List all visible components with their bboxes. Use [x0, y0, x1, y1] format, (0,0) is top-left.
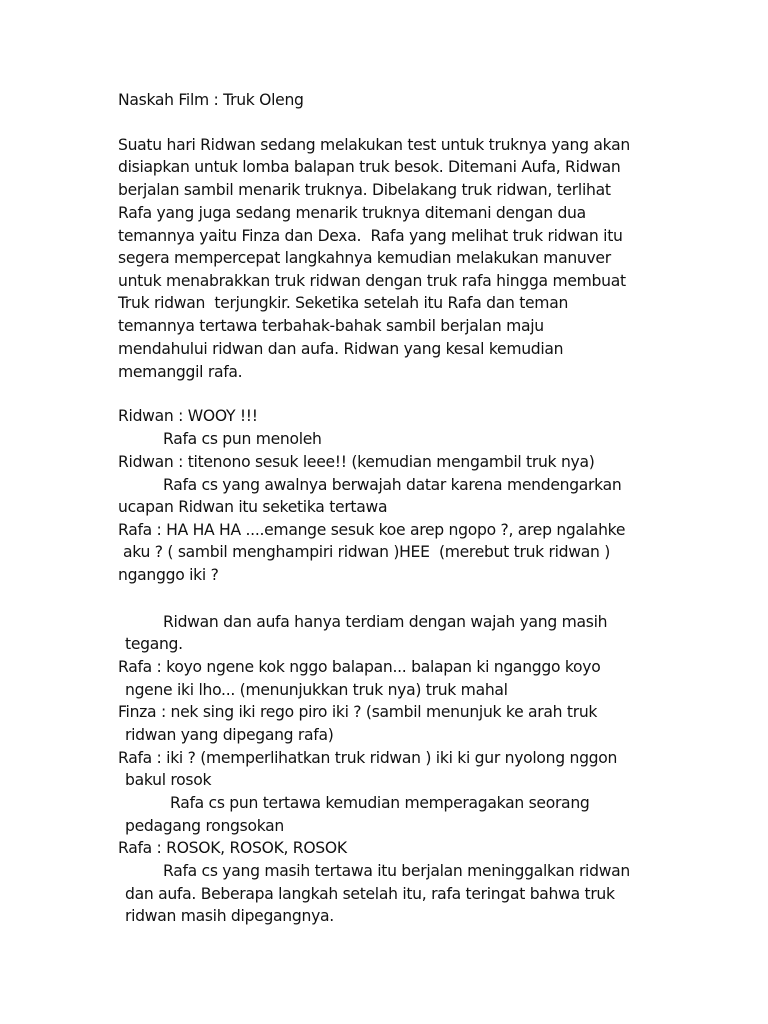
dialogue-line: Rafa : iki ? (memperlihatkan truk ridwan ) iki ki gur nyolong nggon	[118, 749, 618, 767]
paragraph-line: Rafa yang juga sedang menarik truknya ditemani dengan dua	[118, 204, 586, 222]
dialogue-line: Finza : nek sing iki rego piro iki ? (sambil menunjuk ke arah truk	[118, 703, 598, 721]
dialogue-line: Rafa : ROSOK, ROSOK, ROSOK	[118, 839, 347, 857]
document-title: Naskah Film : Truk Oleng	[118, 91, 304, 109]
paragraph-line: temannya yaitu Finza dan Dexa. Rafa yang melihat truk ridwan itu	[118, 227, 623, 245]
dialogue-line: ngene iki lho... (menunjukkan truk nya) truk mahal	[125, 681, 508, 699]
paragraph-line: segera mempercepat langkahnya kemudian melakukan manuver	[118, 249, 611, 267]
paragraph-line: untuk menabrakkan truk ridwan dengan truk rafa hingga membuat	[118, 272, 626, 290]
paragraph-line: mendahului ridwan dan aufa. Ridwan yang kesal kemudian	[118, 340, 564, 358]
stage-direction-line: Ridwan dan aufa hanya terdiam dengan wajah yang masih	[163, 613, 608, 631]
paragraph-line: Truk ridwan terjungkir. Seketika setelah itu Rafa dan teman	[118, 294, 569, 312]
dialogue-line: Rafa : koyo ngene kok nggo balapan... balapan ki nganggo koyo	[118, 658, 601, 676]
stage-direction-line: pedagang rongsokan	[125, 817, 284, 835]
dialogue-line: aku ? ( sambil menghampiri ridwan )HEE (merebut truk ridwan )	[123, 543, 611, 561]
stage-direction-line: tegang.	[125, 635, 183, 653]
stage-direction-line: Rafa cs yang awalnya berwajah datar karena mendengarkan	[163, 476, 622, 494]
paragraph-line: memanggil rafa.	[118, 363, 243, 381]
paragraph-line: Suatu hari Ridwan sedang melakukan test untuk truknya yang akan	[118, 136, 630, 154]
paragraph-line: temannya tertawa terbahak-bahak sambil berjalan maju	[118, 317, 544, 335]
stage-direction-line: Rafa cs pun menoleh	[163, 430, 322, 448]
dialogue-line: Rafa : HA HA HA ....emange sesuk koe arep ngopo ?, arep ngalahke	[118, 521, 626, 539]
dialogue-line: Ridwan : WOOY !!!	[118, 407, 258, 425]
dialogue-line: nganggo iki ?	[118, 566, 219, 584]
stage-direction-line: Rafa cs pun tertawa kemudian memperagakan seorang	[170, 794, 590, 812]
stage-direction-line: Rafa cs yang masih tertawa itu berjalan meninggalkan ridwan	[163, 862, 630, 880]
paragraph-line: disiapkan untuk lomba balapan truk besok. Ditemani Aufa, Ridwan	[118, 158, 621, 176]
dialogue-line: ridwan yang dipegang rafa)	[125, 726, 334, 744]
stage-direction-line: dan aufa. Beberapa langkah setelah itu, rafa teringat bahwa truk	[125, 885, 615, 903]
dialogue-line: Ridwan : titenono sesuk leee!! (kemudian mengambil truk nya)	[118, 453, 595, 471]
dialogue-line: bakul rosok	[125, 771, 212, 789]
stage-direction-line: ucapan Ridwan itu seketika tertawa	[118, 498, 388, 516]
stage-direction-line: ridwan masih dipegangnya.	[125, 907, 334, 925]
paragraph-line: berjalan sambil menarik truknya. Dibelakang truk ridwan, terlihat	[118, 181, 611, 199]
